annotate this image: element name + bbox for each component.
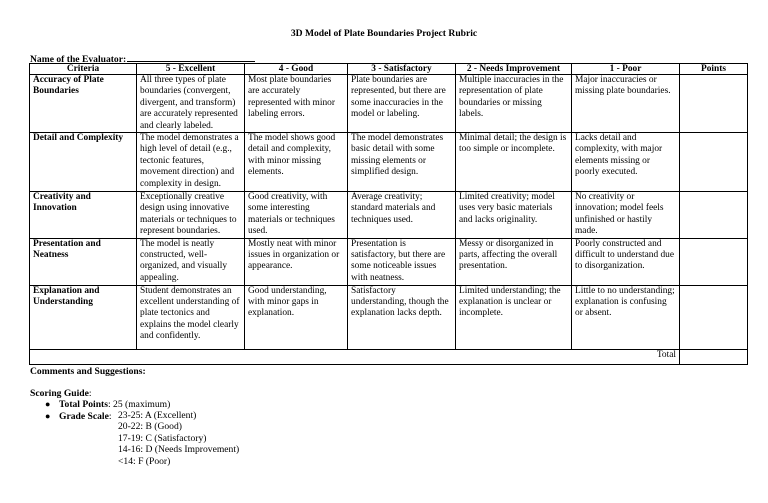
criteria-cell: Accuracy of Plate Boundaries xyxy=(30,75,137,133)
good-cell: Most plate boundaries are accurately represented with minor labeling errors. xyxy=(245,75,348,133)
satisfactory-cell: The model demonstrates basic detail with some missing elements or simplified design. xyxy=(348,133,456,192)
total-points-cell[interactable] xyxy=(680,349,748,364)
points-cell[interactable] xyxy=(680,75,748,133)
good-cell: Good understanding, with minor gaps in explanation. xyxy=(245,285,348,349)
criteria-cell: Presentation and Neatness xyxy=(30,238,137,285)
excellent-cell: Student demonstrates an excellent understanding of plate tectonics and explains the model clearly and confidently. xyxy=(137,285,245,349)
excellent-cell: Exceptionally creative design using innovative materials or techniques to represent boundaries. xyxy=(137,192,245,239)
list-item xyxy=(45,399,170,411)
good-cell: Good creativity, with some interesting materials or techniques used. xyxy=(245,192,348,239)
excellent-cell: The model demonstrates a high level of detail (e.g., tectonic features, movement direction) and complexity in design. xyxy=(137,133,245,192)
evaluator-label: Name of the Evaluator: xyxy=(30,54,127,65)
total-row xyxy=(30,349,748,364)
needs-improvement-cell: Messy or disorganized in parts, affecting the overall presentation. xyxy=(456,238,572,285)
grade-scale-item: 14-16: D (Needs Improvement) xyxy=(118,444,240,455)
scoring-guide-heading xyxy=(30,388,92,400)
satisfactory-cell: Plate boundaries are represented, but there are some inaccuracies in the model or labeling. xyxy=(348,75,456,133)
points-cell[interactable] xyxy=(680,238,748,285)
total-label: Total xyxy=(30,349,680,364)
grade-scale-first: 23-25: A (Excellent) xyxy=(118,410,197,421)
document-title: 3D Model of Plate Boundaries Project Rubric xyxy=(290,28,478,39)
table-row xyxy=(30,133,748,192)
table-row xyxy=(30,238,748,285)
points-cell[interactable] xyxy=(680,192,748,239)
table-row xyxy=(30,75,748,133)
header-row xyxy=(30,64,748,75)
good-cell: The model shows good detail and complexity, with minor missing elements. xyxy=(245,133,348,192)
header-needs-improvement: 2 - Needs Improvement xyxy=(456,64,572,75)
header-criteria: Criteria xyxy=(30,64,137,75)
header-poor: 1 - Poor xyxy=(572,64,680,75)
header-good: 4 - Good xyxy=(245,64,348,75)
grade-scale-item: 20-22: B (Good) xyxy=(118,421,182,432)
table-row xyxy=(30,192,748,239)
grade-scale-colon: : xyxy=(108,410,112,422)
needs-improvement-cell: Limited creativity; model uses very basic materials and lacks originality. xyxy=(456,192,572,239)
criteria-cell: Explanation and Understanding xyxy=(30,285,137,349)
satisfactory-cell: Satisfactory understanding, though the explanation lacks depth. xyxy=(348,285,456,349)
poor-cell: Major inaccuracies or missing plate boundaries. xyxy=(572,75,680,133)
grade-scale-item: 17-19: C (Satisfactory) xyxy=(118,432,207,444)
needs-improvement-cell: Minimal detail; the design is too simple or incomplete. xyxy=(456,133,572,192)
criteria-cell: Detail and Complexity xyxy=(30,133,137,192)
header-excellent: 5 - Excellent xyxy=(137,64,245,75)
header-satisfactory: 3 - Satisfactory xyxy=(348,64,456,75)
grade-scale-list xyxy=(118,421,239,467)
points-cell[interactable] xyxy=(680,133,748,192)
needs-improvement-cell: Multiple inaccuracies in the representation of plate boundaries or missing labels. xyxy=(456,75,572,133)
good-cell: Mostly neat with minor issues in organization or appearance. xyxy=(245,238,348,285)
needs-improvement-cell: Limited understanding; the explanation is unclear or incomplete. xyxy=(456,285,572,349)
evaluator-blank-line xyxy=(127,52,255,62)
table-row xyxy=(30,285,748,349)
rubric-table xyxy=(29,63,748,365)
scoring-guide-colon: : xyxy=(88,388,92,399)
grade-scale-label: Grade Scale xyxy=(59,410,109,422)
total-points-label: Total Points xyxy=(59,399,108,410)
criteria-cell: Creativity and Innovation xyxy=(30,192,137,239)
satisfactory-cell: Average creativity; standard materials and techniques used. xyxy=(348,192,456,239)
scoring-guide-label: Scoring Guide xyxy=(30,388,89,399)
bullet-icon: ● xyxy=(45,399,51,409)
poor-cell: Little to no understanding; explanation is confusing or absent. xyxy=(572,285,680,349)
poor-cell: Lacks detail and complexity, with major elements missing or poorly executed. xyxy=(572,133,680,192)
header-points: Points xyxy=(680,64,748,75)
grade-scale-item: <14: F (Poor) xyxy=(118,455,171,467)
bullet-icon: ● xyxy=(45,410,51,421)
points-cell[interactable] xyxy=(680,285,748,349)
excellent-cell: The model is neatly constructed, well-organized, and visually appealing. xyxy=(137,238,245,285)
satisfactory-cell: Presentation is satisfactory, but there are some noticeable issues with neatness. xyxy=(348,238,456,285)
poor-cell: No creativity or innovation; model feels unfinished or hastily made. xyxy=(572,192,680,239)
comments-label: Comments and Suggestions: xyxy=(30,366,146,377)
poor-cell: Poorly constructed and difficult to understand due to disorganization. xyxy=(572,238,680,285)
total-points-value: : 25 (maximum) xyxy=(107,399,171,410)
excellent-cell: All three types of plate boundaries (convergent, divergent, and transform) are accurately represented and clearly labeled. xyxy=(137,75,245,133)
